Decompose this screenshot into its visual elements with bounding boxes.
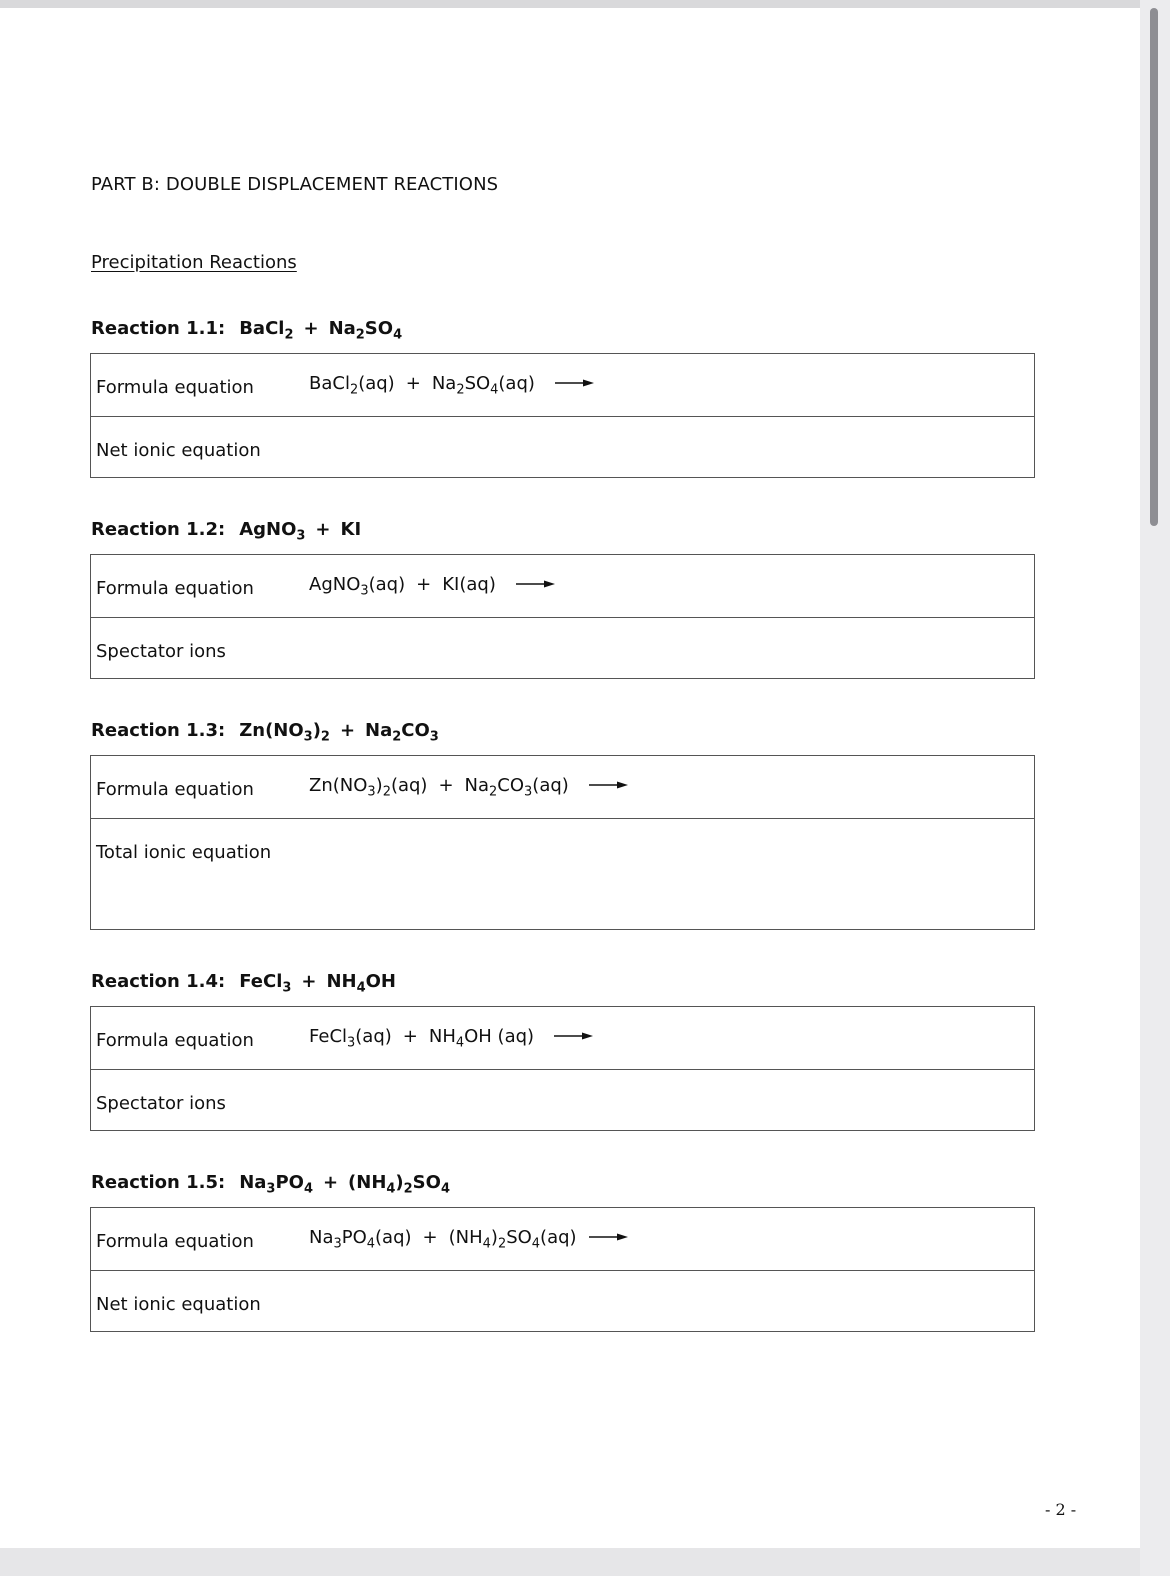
reaction-1-2-table [90, 554, 1035, 679]
formula-equation: $Zn(NO_3)_2(aq) + Na_2CO_3(aq)$ [309, 775, 629, 796]
bottom-bar [0, 1548, 1140, 1576]
reaction-label: Reaction 1.3: [91, 720, 226, 741]
section-subheading: Precipitation Reactions [91, 252, 297, 273]
formula-equation: $Na_3PO_4(aq) + (NH_4)_2SO_4(aq)$ [309, 1227, 629, 1248]
reaction-1-1-title: Reaction 1.1: BaCl$_2$ + $Na_2SO_4$ [91, 318, 403, 343]
table-row [91, 1270, 1034, 1331]
table-row [91, 818, 1034, 929]
page-number: - 2 - [1045, 1500, 1077, 1519]
reaction-label: Reaction 1.4: [91, 971, 226, 992]
table-row [91, 416, 1034, 477]
reactant-formula: $(NH_4)_2SO_4$ [348, 1172, 450, 1197]
row-label: Formula equation [96, 1231, 254, 1252]
reactant-formula: $Zn(NO_3)_2$ [239, 720, 330, 745]
arrow-icon [555, 378, 595, 388]
reactant-formula: AgNO$_3$ [239, 519, 306, 544]
table-row [91, 1069, 1034, 1130]
table-row [91, 756, 1034, 818]
table-row [91, 1208, 1034, 1270]
reactant-formula: $Na_2SO_4$ [328, 318, 403, 343]
arrow-icon [516, 579, 556, 589]
arrow-icon [589, 780, 629, 790]
reactant-formula: $Na_3PO_4$ [239, 1172, 313, 1197]
reaction-label: Reaction 1.1: [91, 318, 226, 339]
row-label: Formula equation [96, 779, 254, 800]
reaction-1-1-table [90, 353, 1035, 478]
reactant-formula: $NH_4OH$ [326, 971, 396, 996]
row-label: Total ionic equation [96, 842, 272, 863]
arrow-icon [589, 1232, 629, 1242]
reaction-label: Reaction 1.5: [91, 1172, 226, 1193]
reaction-1-5-table [90, 1207, 1035, 1332]
scrollbar-thumb[interactable] [1150, 8, 1158, 526]
table-row [91, 354, 1034, 416]
reactant-formula: KI [340, 519, 362, 540]
reaction-1-3-title: Reaction 1.3: $Zn(NO_3)_2 + Na_2CO_3$ [91, 720, 439, 745]
reaction-1-2-title: Reaction 1.2: AgNO$_3$ + KI [91, 519, 362, 544]
table-row [91, 555, 1034, 617]
reactant-formula: FeCl$_3$ [239, 971, 292, 996]
row-label: Net ionic equation [96, 440, 261, 461]
row-label: Formula equation [96, 377, 254, 398]
row-label: Formula equation [96, 578, 254, 599]
table-row [91, 617, 1034, 678]
reaction-1-3-table [90, 755, 1035, 930]
row-label: Spectator ions [96, 1093, 226, 1114]
reaction-1-4-table [90, 1006, 1035, 1131]
formula-equation: FeCl$_3$(aq) + $NH_4OH$ (aq) [309, 1026, 594, 1047]
row-label: Net ionic equation [96, 1294, 261, 1315]
formula-equation: AgNO$_3$(aq) + KI(aq) [309, 574, 556, 595]
reaction-1-5-title: Reaction 1.5: $Na_3PO_4 + (NH_4)_2SO_4$ [91, 1172, 450, 1197]
part-heading: PART B: DOUBLE DISPLACEMENT REACTIONS [91, 174, 499, 195]
reactant-formula: BaCl$_2$ [239, 318, 294, 343]
reactant-formula: $Na_2CO_3$ [365, 720, 439, 745]
row-label: Formula equation [96, 1030, 254, 1051]
arrow-icon [554, 1031, 594, 1041]
reaction-1-4-title: Reaction 1.4: FeCl$_3$ + $NH_4OH$ [91, 971, 396, 996]
top-bar [0, 0, 1170, 8]
table-row [91, 1007, 1034, 1069]
formula-equation: BaCl$_2$(aq) + $Na_2SO_4(aq)$ [309, 373, 595, 394]
document-page [0, 8, 1140, 1548]
reaction-label: Reaction 1.2: [91, 519, 226, 540]
row-label: Spectator ions [96, 641, 226, 662]
